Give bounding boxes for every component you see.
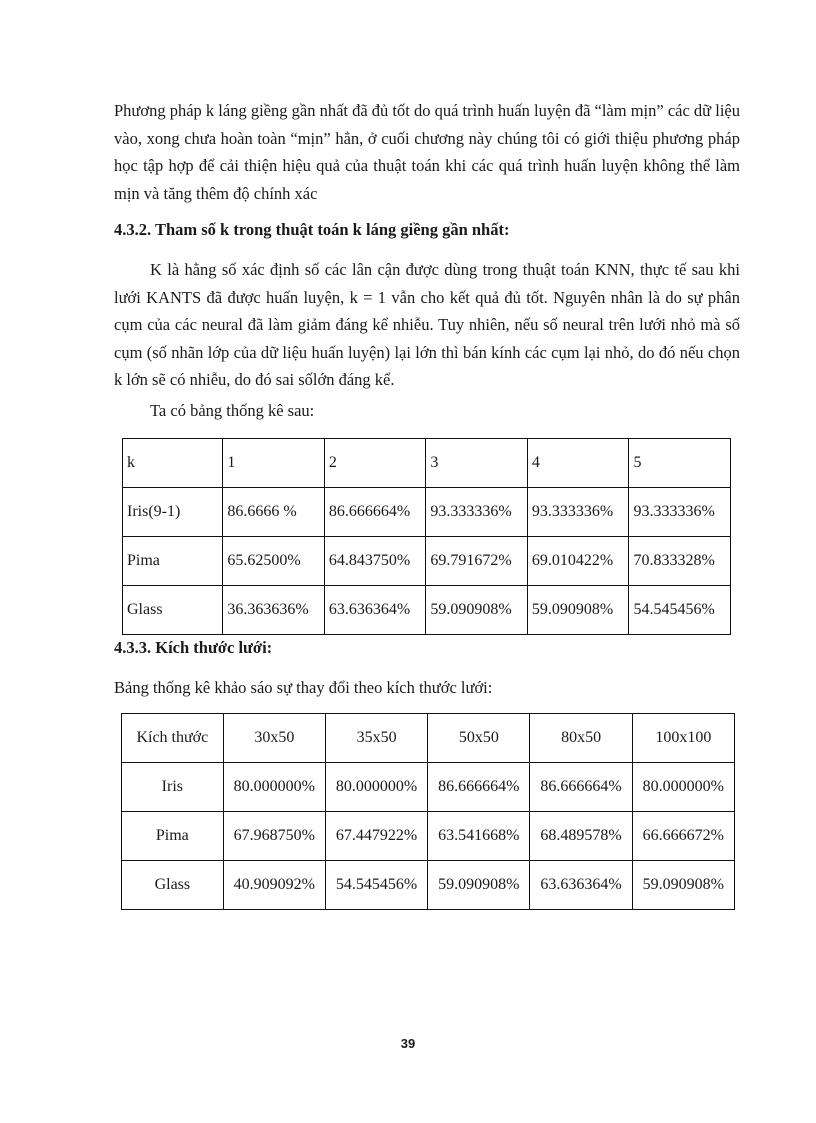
- table-cell: Pima: [123, 537, 223, 586]
- table-cell: 40.909092%: [223, 861, 325, 910]
- table-cell: 63.541668%: [428, 812, 530, 861]
- table-cell: 80.000000%: [632, 763, 734, 812]
- table-cell: 54.545456%: [325, 861, 427, 910]
- table-cell: 93.333336%: [426, 488, 528, 537]
- k-results-table: [122, 438, 731, 635]
- table-cell: 36.363636%: [223, 586, 325, 635]
- table-cell: 70.833328%: [629, 537, 731, 586]
- table-cell: 63.636364%: [530, 861, 632, 910]
- table-cell: 30x50: [223, 714, 325, 763]
- intro-paragraph: Phương pháp k láng giềng gần nhất đã đủ tốt do quá trình huấn luyện đã “làm mịn” các dữ liệu vào, xong chưa hoàn toàn “mịn” hẳn, ở cuối chương này chúng tôi có giới thiệu phương pháp học tập hợp để cải thiện hiệu quả của thuật toán khi các quá trình huấn luyện không thể làm mịn và tăng thêm độ chính xác: [114, 101, 740, 203]
- table-cell: 54.545456%: [629, 586, 731, 635]
- table-cell: 100x100: [632, 714, 734, 763]
- table-cell: Glass: [122, 861, 224, 910]
- table-cell: 59.090908%: [426, 586, 528, 635]
- table-cell: 80x50: [530, 714, 632, 763]
- table-cell: 80.000000%: [325, 763, 427, 812]
- table-cell: 64.843750%: [324, 537, 426, 586]
- table-row: [122, 812, 735, 861]
- table-row: [122, 763, 735, 812]
- table-cell: 63.636364%: [324, 586, 426, 635]
- section-heading-4-3-3: 4.3.3. Kích thước lưới:: [114, 638, 273, 657]
- table-cell: 59.090908%: [527, 586, 629, 635]
- table-cell: 50x50: [428, 714, 530, 763]
- table-cell: Glass: [123, 586, 223, 635]
- page-number: 39: [400, 1036, 416, 1051]
- table-cell: 86.666664%: [530, 763, 632, 812]
- table-cell: 59.090908%: [632, 861, 734, 910]
- table-cell: 69.010422%: [527, 537, 629, 586]
- table-cell: Iris(9-1): [123, 488, 223, 537]
- table-cell: 3: [426, 439, 528, 488]
- grid-size-results-table: [121, 713, 735, 910]
- table-cell: 86.6666 %: [223, 488, 325, 537]
- k-parameter-paragraph: K là hằng số xác định số các lân cận được dùng trong thuật toán KNN, thực tế sau khi lưới KANTS đã được huấn luyện, k = 1 vẫn cho kết quả đủ tốt. Nguyên nhân là do sự phân cụm của các neural đã làm giảm đáng kể nhiễu. Tuy nhiên, nếu số neural trên lưới nhỏ mà số cụm (số nhãn lớp của dữ liệu huấn luyện) lại lớn thì bán kính các cụm lại nhỏ, do đó nếu chọn k lớn sẽ có nhiễu, do đó sai sốlớn đáng kể.: [114, 260, 740, 389]
- table-cell: 4: [527, 439, 629, 488]
- table-cell: 59.090908%: [428, 861, 530, 910]
- table-cell: 66.666672%: [632, 812, 734, 861]
- table-cell: 2: [324, 439, 426, 488]
- table-cell: 93.333336%: [527, 488, 629, 537]
- table-cell: 86.666664%: [324, 488, 426, 537]
- table-cell: k: [123, 439, 223, 488]
- table-cell: 5: [629, 439, 731, 488]
- table-cell: 69.791672%: [426, 537, 528, 586]
- table-cell: 93.333336%: [629, 488, 731, 537]
- table-cell: 65.62500%: [223, 537, 325, 586]
- table-cell: Pima: [122, 812, 224, 861]
- table-row: [122, 861, 735, 910]
- table-cell: 67.968750%: [223, 812, 325, 861]
- table-cell: 68.489578%: [530, 812, 632, 861]
- table-cell: Kích thước: [122, 714, 224, 763]
- table-cell: 86.666664%: [428, 763, 530, 812]
- table-cell: Iris: [122, 763, 224, 812]
- grid-size-intro-text: Bảng thống kê khảo sáo sự thay đổi theo kích thước lưới:: [114, 678, 493, 697]
- table-row: [123, 586, 731, 635]
- table-row: [123, 488, 731, 537]
- table-intro-text: Ta có bảng thống kê sau:: [150, 401, 315, 420]
- table-header-row: [123, 439, 731, 488]
- table-row: [123, 537, 731, 586]
- section-heading-4-3-2: 4.3.2. Tham số k trong thuật toán k láng giềng gần nhất:: [114, 220, 510, 239]
- table-cell: 67.447922%: [325, 812, 427, 861]
- table-header-row: [122, 714, 735, 763]
- table-cell: 35x50: [325, 714, 427, 763]
- table-cell: 1: [223, 439, 325, 488]
- table-cell: 80.000000%: [223, 763, 325, 812]
